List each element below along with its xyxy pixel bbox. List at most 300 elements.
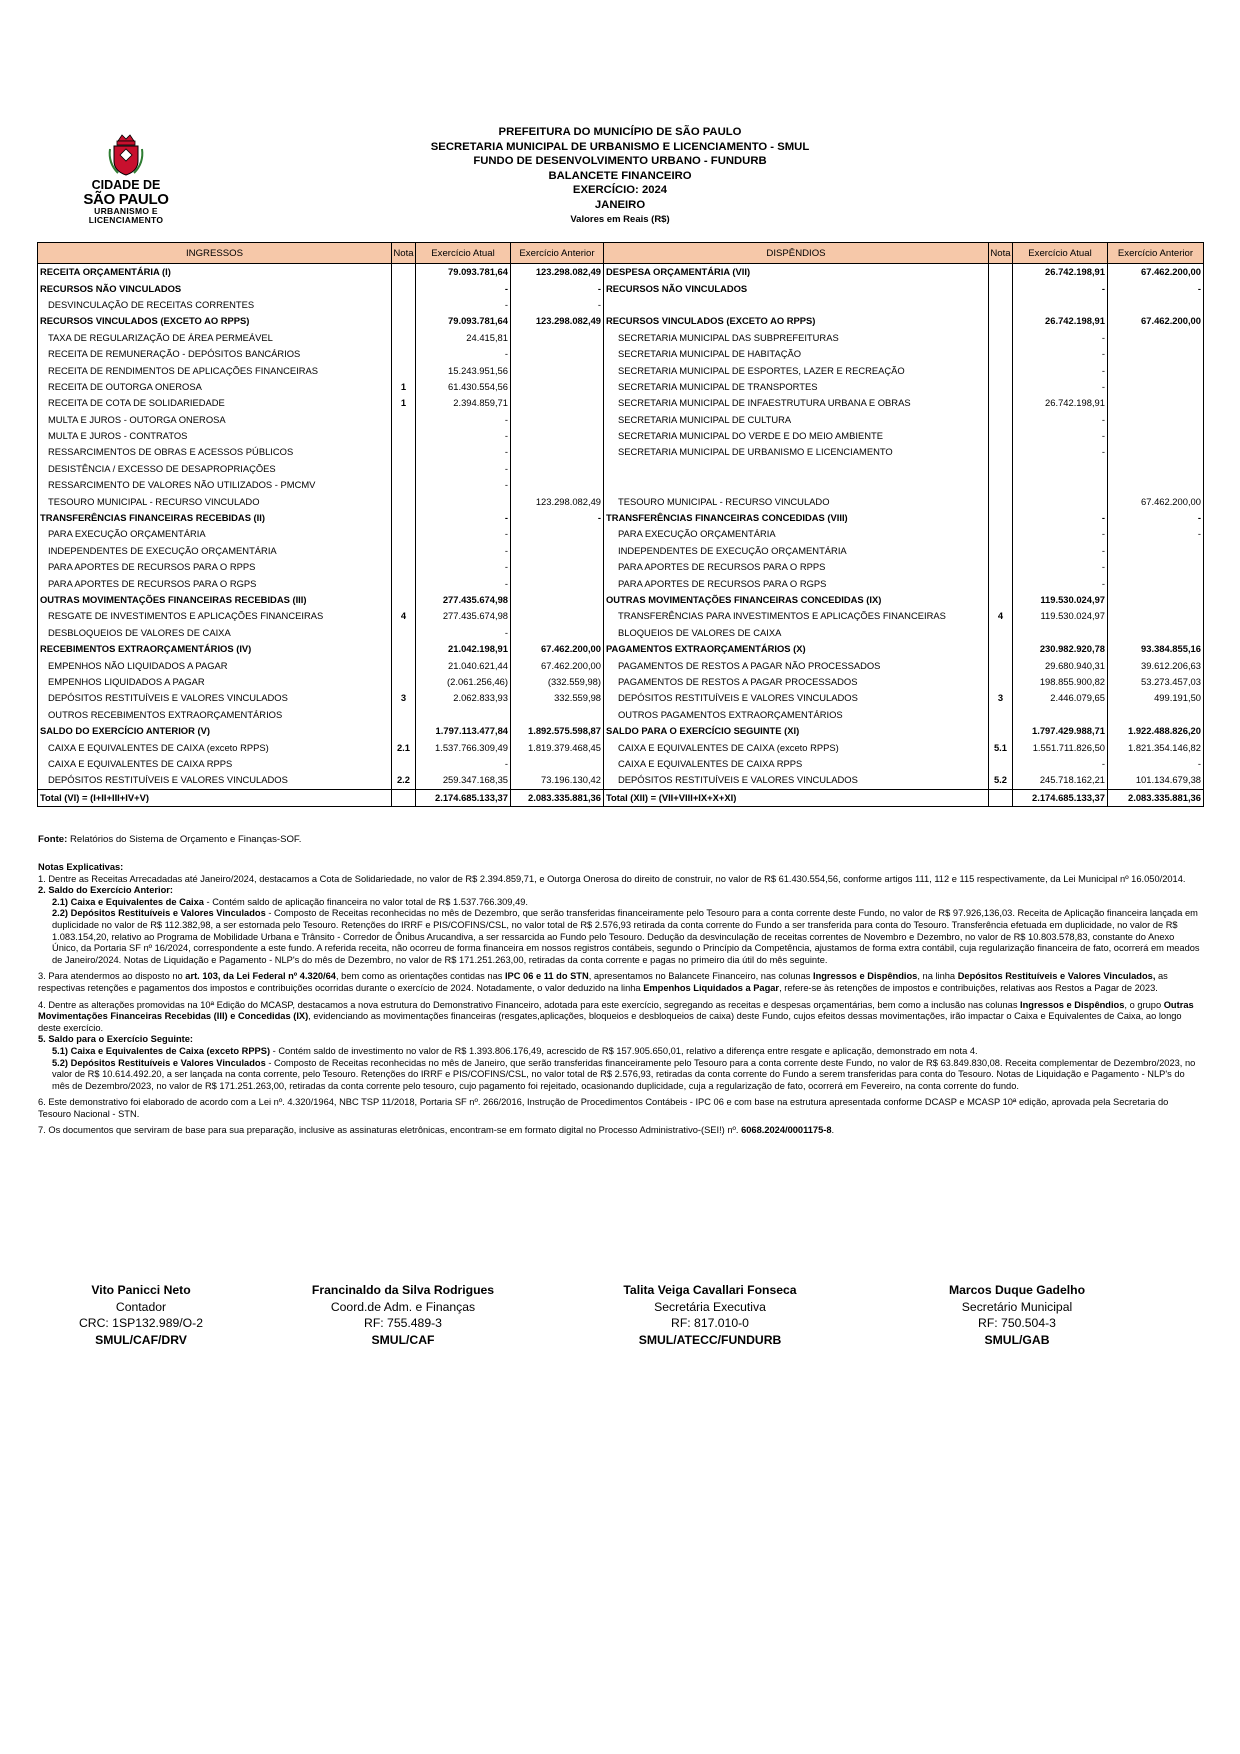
- dispendio-atual: -: [1013, 559, 1108, 575]
- header-line: SECRETARIA MUNICIPAL DE URBANISMO E LICENCIAMENTO - SMUL: [430, 140, 810, 153]
- ingresso-desc: RECEITA DE OUTORGA ONEROSA: [38, 379, 392, 395]
- dispendio-atual: 26.742.198,91: [1013, 264, 1108, 281]
- dispendio-atual: 1.551.711.826,50: [1013, 739, 1108, 755]
- col-header: Nota: [989, 243, 1013, 264]
- table-row: [38, 313, 1204, 329]
- ingresso-desc: TRANSFERÊNCIAS FINANCEIRAS RECEBIDAS (II): [38, 510, 392, 526]
- ingresso-atual: 2.174.685.133,37: [416, 789, 511, 806]
- ingresso-atual: 61.430.554,56: [416, 379, 511, 395]
- ingresso-nota: [392, 756, 416, 772]
- ingresso-anterior: [511, 477, 604, 493]
- dispendio-nota: [989, 641, 1013, 657]
- dispendio-nota: [989, 346, 1013, 362]
- table-row: [38, 575, 1204, 591]
- dispendio-anterior: -: [1108, 526, 1204, 542]
- dispendio-desc: TESOURO MUNICIPAL - RECURSO VINCULADO: [604, 493, 989, 509]
- ingresso-nota: [392, 297, 416, 313]
- ingresso-nota: [392, 280, 416, 296]
- ingresso-desc: RECEITA ORÇAMENTÁRIA (I): [38, 264, 392, 281]
- ingresso-desc: DESISTÊNCIA / EXCESSO DE DESAPROPRIAÇÕES: [38, 461, 392, 477]
- dispendio-nota: [989, 477, 1013, 493]
- ingresso-anterior: [511, 379, 604, 395]
- signer-role: Secretário Municipal: [961, 1299, 1073, 1314]
- dispendio-desc: CAIXA E EQUIVALENTES DE CAIXA RPPS: [604, 756, 989, 772]
- ingresso-atual: 277.435.674,98: [416, 592, 511, 608]
- table-row: [38, 526, 1204, 542]
- ingresso-nota: [392, 789, 416, 806]
- table-row: [38, 330, 1204, 346]
- dispendio-nota: [989, 428, 1013, 444]
- ingresso-atual: 79.093.781,64: [416, 264, 511, 281]
- table-row: [38, 280, 1204, 296]
- ingresso-atual: (2.061.256,46): [416, 674, 511, 690]
- ingresso-atual: -: [416, 510, 511, 526]
- dispendio-nota: [989, 575, 1013, 591]
- ingresso-atual: -: [416, 428, 511, 444]
- dispendio-atual: [1013, 707, 1108, 723]
- dispendio-nota: [989, 789, 1013, 806]
- note-5-1: 5.1) Caixa e Equivalentes de Caixa (exceto RPPS) - Contém saldo de investimento no valor de R$ 1.393.806.176,49, acrescido de R$ 157.905.650,01, relativo a diferença entre resgate e aplicação, demonstrado em nota 4.: [52, 1045, 978, 1056]
- dispendio-anterior: [1108, 543, 1204, 559]
- ingresso-anterior: [511, 559, 604, 575]
- dispendio-atual: -: [1013, 543, 1108, 559]
- table-row: [38, 461, 1204, 477]
- dispendio-nota: [989, 723, 1013, 739]
- table-row: [38, 444, 1204, 460]
- dispendio-anterior: 67.462.200,00: [1108, 493, 1204, 509]
- dispendio-desc: SECRETARIA MUNICIPAL DE CULTURA: [604, 412, 989, 428]
- ingresso-desc: Total (VI) = (I+II+III+IV+V): [38, 789, 392, 806]
- ingresso-anterior: [511, 592, 604, 608]
- dispendio-desc: SECRETARIA MUNICIPAL DAS SUBPREFEITURAS: [604, 330, 989, 346]
- ingresso-anterior: 1.819.379.468,45: [511, 739, 604, 755]
- table-row: [38, 690, 1204, 706]
- ingresso-desc: RECURSOS VINCULADOS (EXCETO AO RPPS): [38, 313, 392, 329]
- dispendio-anterior: [1108, 444, 1204, 460]
- ingresso-desc: RESSARCIMENTOS DE OBRAS E ACESSOS PÚBLICOS: [38, 444, 392, 460]
- ingresso-anterior: 2.083.335.881,36: [511, 789, 604, 806]
- dispendio-anterior: [1108, 379, 1204, 395]
- ingresso-atual: 79.093.781,64: [416, 313, 511, 329]
- dispendio-desc: RECURSOS VINCULADOS (EXCETO AO RPPS): [604, 313, 989, 329]
- ingresso-atual: -: [416, 461, 511, 477]
- ingresso-anterior: [511, 362, 604, 378]
- dispendio-desc: [604, 297, 989, 313]
- ingresso-desc: TAXA DE REGULARIZAÇÃO DE ÁREA PERMEÁVEL: [38, 330, 392, 346]
- ingresso-nota: [392, 625, 416, 641]
- table-row: [38, 641, 1204, 657]
- ingresso-anterior: [511, 330, 604, 346]
- table-row: [38, 412, 1204, 428]
- note-2-title: 2. Saldo do Exercício Anterior:: [38, 885, 174, 896]
- header-line: BALANCETE FINANCEIRO: [548, 169, 692, 182]
- table-row: [38, 379, 1204, 395]
- table-row: [38, 657, 1204, 673]
- ingresso-atual: [416, 493, 511, 509]
- dispendio-atual: -: [1013, 280, 1108, 296]
- ingresso-nota: 1: [392, 395, 416, 411]
- ingresso-anterior: [511, 412, 604, 428]
- ingresso-atual: 21.040.621,44: [416, 657, 511, 673]
- dispendio-desc: TRANSFERÊNCIAS FINANCEIRAS CONCEDIDAS (VIII): [604, 510, 989, 526]
- ingresso-anterior: 73.196.130,42: [511, 772, 604, 789]
- dispendio-nota: 3: [989, 690, 1013, 706]
- dispendio-atual: 2.174.685.133,37: [1013, 789, 1108, 806]
- dispendio-desc: SECRETARIA MUNICIPAL DO VERDE E DO MEIO AMBIENTE: [604, 428, 989, 444]
- dispendio-nota: [989, 526, 1013, 542]
- dispendio-atual: -: [1013, 412, 1108, 428]
- dispendio-nota: [989, 543, 1013, 559]
- ingresso-nota: [392, 412, 416, 428]
- dispendio-desc: SECRETARIA MUNICIPAL DE URBANISMO E LICENCIAMENTO: [604, 444, 989, 460]
- dispendio-anterior: [1108, 346, 1204, 362]
- dispendio-anterior: [1108, 297, 1204, 313]
- dispendio-atual: -: [1013, 428, 1108, 444]
- ingresso-atual: -: [416, 346, 511, 362]
- dispendio-desc: PAGAMENTOS EXTRAORÇAMENTÁRIOS (X): [604, 641, 989, 657]
- source-label: Fonte:: [38, 834, 68, 845]
- header-line: EXERCÍCIO: 2024: [572, 184, 668, 197]
- ingresso-desc: DESBLOQUEIOS DE VALORES DE CAIXA: [38, 625, 392, 641]
- document-header: [300, 125, 940, 227]
- dispendio-desc: PAGAMENTOS DE RESTOS A PAGAR PROCESSADOS: [604, 674, 989, 690]
- ingresso-atual: 21.042.198,91: [416, 641, 511, 657]
- dispendio-anterior: 2.083.335.881,36: [1108, 789, 1204, 806]
- table-row: [38, 362, 1204, 378]
- dispendio-atual: 230.982.920,78: [1013, 641, 1108, 657]
- dispendio-desc: [604, 461, 989, 477]
- ingresso-nota: 4: [392, 608, 416, 624]
- dispendio-anterior: 39.612.206,63: [1108, 657, 1204, 673]
- dispendio-anterior: [1108, 608, 1204, 624]
- ingresso-desc: PARA APORTES DE RECURSOS PARA O RGPS: [38, 575, 392, 591]
- dispendio-atual: 119.530.024,97: [1013, 608, 1108, 624]
- table-row: [38, 264, 1204, 281]
- table-row: [38, 739, 1204, 755]
- col-header: INGRESSOS: [38, 243, 392, 264]
- dispendio-anterior: 53.273.457,03: [1108, 674, 1204, 690]
- dispendio-atual: 198.855.900,82: [1013, 674, 1108, 690]
- dispendio-atual: -: [1013, 379, 1108, 395]
- ingresso-atual: 2.394.859,71: [416, 395, 511, 411]
- ingresso-atual: -: [416, 625, 511, 641]
- dispendio-atual: -: [1013, 444, 1108, 460]
- dispendio-nota: 5.1: [989, 739, 1013, 755]
- dispendio-desc: SECRETARIA MUNICIPAL DE ESPORTES, LAZER E RECREAÇÃO: [604, 362, 989, 378]
- dispendio-desc: SALDO PARA O EXERCÍCIO SEGUINTE (XI): [604, 723, 989, 739]
- ingresso-desc: OUTROS RECEBIMENTOS EXTRAORÇAMENTÁRIOS: [38, 707, 392, 723]
- ingresso-anterior: [511, 707, 604, 723]
- dispendio-atual: -: [1013, 526, 1108, 542]
- dispendio-desc: PAGAMENTOS DE RESTOS A PAGAR NÃO PROCESSADOS: [604, 657, 989, 673]
- ingresso-anterior: 332.559,98: [511, 690, 604, 706]
- note-6: 6. Este demonstrativo foi elaborado de acordo com a Lei nº. 4.320/1964, NBC TSP 11/2018, Portaria SF nº. 266/2016, Instrução de Procedimentos Contábeis - IPC 06 e com base na estrutura apresentada conforme DCASP e MCASP 10ª edição, aprovada pela Secretaria do Tesouro Nacional - STN.: [38, 1097, 1169, 1119]
- dispendio-nota: [989, 444, 1013, 460]
- ingresso-nota: [392, 674, 416, 690]
- dispendio-anterior: 499.191,50: [1108, 690, 1204, 706]
- dispendio-nota: [989, 756, 1013, 772]
- table-row: [38, 543, 1204, 559]
- ingresso-atual: 259.347.168,35: [416, 772, 511, 789]
- note-5-title: 5. Saldo para o Exercício Seguinte:: [38, 1034, 193, 1045]
- signer-name: Vito Panicci Neto: [91, 1283, 191, 1297]
- signer-role: Contador: [115, 1299, 167, 1314]
- source-note: [38, 834, 301, 845]
- ingresso-desc: RESSARCIMENTO DE VALORES NÃO UTILIZADOS - PMCMV: [38, 477, 392, 493]
- ingresso-nota: [392, 592, 416, 608]
- ingresso-nota: 3: [392, 690, 416, 706]
- signer-dept: SMUL/ATECC/FUNDURB: [638, 1332, 782, 1347]
- ingresso-nota: [392, 707, 416, 723]
- ingresso-anterior: 67.462.200,00: [511, 657, 604, 673]
- signer-id: RF: 817.010-0: [671, 1316, 749, 1330]
- dispendio-anterior: [1108, 330, 1204, 346]
- table-row: [38, 608, 1204, 624]
- header-line: PREFEITURA DO MUNICÍPIO DE SÃO PAULO: [498, 126, 742, 138]
- source-text: Relatórios do Sistema de Orçamento e Finanças-SOF.: [67, 834, 302, 845]
- dispendio-anterior: [1108, 477, 1204, 493]
- ingresso-nota: [392, 428, 416, 444]
- ingresso-atual: 24.415,81: [416, 330, 511, 346]
- ingresso-atual: -: [416, 559, 511, 575]
- dispendio-desc: SECRETARIA MUNICIPAL DE HABITAÇÃO: [604, 346, 989, 362]
- dispendio-anterior: [1108, 362, 1204, 378]
- notes-title: Notas Explicativas:: [38, 862, 124, 872]
- dispendio-atual: 2.446.079,65: [1013, 690, 1108, 706]
- dispendio-nota: [989, 330, 1013, 346]
- dispendio-atual: [1013, 461, 1108, 477]
- table-header-row: [38, 243, 1204, 264]
- logo-line-1: CIDADE DE: [91, 178, 161, 192]
- signature-block: [11, 1282, 271, 1348]
- dispendio-anterior: [1108, 395, 1204, 411]
- ingresso-nota: [392, 526, 416, 542]
- table-row: [38, 789, 1204, 806]
- ingresso-nota: [392, 657, 416, 673]
- table-row: [38, 707, 1204, 723]
- ingresso-desc: MULTA E JUROS - OUTORGA ONEROSA: [38, 412, 392, 428]
- note-4: 4. Dentre as alterações promovidas na 10ª Edição do MCASP, destacamos a nova estrutura do Demonstrativo Financeiro, adotada para este exercício, segregando as receitas e despesas orçamentárias, bem como a inclusão nas colunas Ingressos e Dispêndios, o grupo Outras Movimentações Financeiras Recebidas (III) e Concedidas (IX), evidenciando as movimentações financeiras (resgates,aplicações, bloqueios e desbloqueios de caixa) deste Fundo, cujos efeitos dessas movimentações, irão impactar o Caixa e Equivalentes de Caixa, ao longo deste exercício.: [38, 999, 1194, 1033]
- dispendio-anterior: -: [1108, 510, 1204, 526]
- ingresso-anterior: -: [511, 280, 604, 296]
- col-header: Exercício Anterior: [511, 243, 604, 264]
- dispendio-desc: RECURSOS NÃO VINCULADOS: [604, 280, 989, 296]
- signature-block: [273, 1282, 533, 1348]
- dispendio-anterior: 1.821.354.146,82: [1108, 739, 1204, 755]
- ingresso-desc: RECEITA DE RENDIMENTOS DE APLICAÇÕES FINANCEIRAS: [38, 362, 392, 378]
- ingresso-nota: [392, 559, 416, 575]
- ingresso-atual: -: [416, 477, 511, 493]
- dispendio-atual: -: [1013, 756, 1108, 772]
- ingresso-nota: 1: [392, 379, 416, 395]
- dispendio-anterior: [1108, 592, 1204, 608]
- ingresso-anterior: [511, 428, 604, 444]
- note-1: 1. Dentre as Receitas Arrecadadas até Janeiro/2024, destacamos a Cota de Solidariedade, no valor de R$ 2.394.859,71, e Outorga Onerosa do direito de construir, no valor de R$ 61.430.554,56, conforme artigos 111, 112 e 115 respectivamente, da Lei Municipal nº 16.050/2014.: [38, 873, 1186, 884]
- ingresso-atual: -: [416, 444, 511, 460]
- coat-of-arms-icon: [104, 133, 148, 177]
- ingresso-anterior: [511, 346, 604, 362]
- dispendio-atual: 26.742.198,91: [1013, 395, 1108, 411]
- ingresso-anterior: [511, 395, 604, 411]
- col-header: Nota: [392, 243, 416, 264]
- ingresso-atual: 1.797.113.477,84: [416, 723, 511, 739]
- dispendio-desc: BLOQUEIOS DE VALORES DE CAIXA: [604, 625, 989, 641]
- dispendio-atual: -: [1013, 346, 1108, 362]
- dispendio-nota: [989, 362, 1013, 378]
- dispendio-anterior: -: [1108, 280, 1204, 296]
- dispendio-atual: 26.742.198,91: [1013, 313, 1108, 329]
- signer-name: Talita Veiga Cavallari Fonseca: [623, 1283, 797, 1297]
- dispendio-atual: -: [1013, 330, 1108, 346]
- signer-dept: SMUL/CAF/DRV: [95, 1332, 187, 1347]
- ingresso-anterior: 67.462.200,00: [511, 641, 604, 657]
- ingresso-nota: [392, 543, 416, 559]
- ingresso-nota: 2.1: [392, 739, 416, 755]
- ingresso-nota: [392, 330, 416, 346]
- ingresso-nota: [392, 493, 416, 509]
- dispendio-nota: [989, 280, 1013, 296]
- dispendio-anterior: [1108, 461, 1204, 477]
- dispendio-desc: [604, 477, 989, 493]
- dispendio-anterior: 101.134.679,38: [1108, 772, 1204, 789]
- dispendio-anterior: [1108, 707, 1204, 723]
- ingresso-anterior: [511, 543, 604, 559]
- signer-role: Coord.de Adm. e Finanças: [330, 1299, 476, 1314]
- col-header: Exercício Anterior: [1108, 243, 1204, 264]
- ingresso-anterior: [511, 756, 604, 772]
- signer-id: RF: 750.504-3: [978, 1316, 1056, 1330]
- note-5-2: 5.2) Depósitos Restituíveis e Valores Vinculados - Composto de Receitas reconhecidas no mês de Janeiro, que serão transferidas financeiramente pelo Tesouro para a conta corrente deste Fundo, no valor de R$ 63.849.830,08. Receita complementar de Dezembro/2023, no valor de R$ 10.614.492.20, a ser lançada na conta corrente, pelo Tesouro. Retenções do IRRF e PIS/COFINS/CSL, no valor total de R$ 2.576,93, retiradas da conta corrente do Fundo a serem transferidas para conta do Tesouro. Notas de Liquidação e Pagamento - NLP's do mês de Dezembro/2023, no valor de R$ 171.251.263,00, retiradas da conta corrente pelo tesouro, cujo pagamento foi rejeitado, ocasionando duplicidade, cuja a regularização de fato, ocorrerá em Fevereiro, na conta corrente do fundo.: [52, 1057, 1196, 1091]
- ingresso-nota: [392, 313, 416, 329]
- ingresso-atual: -: [416, 297, 511, 313]
- dispendio-desc: OUTRAS MOVIMENTAÇÕES FINANCEIRAS CONCEDIDAS (IX): [604, 592, 989, 608]
- ingresso-desc: DEPÓSITOS RESTITUÍVEIS E VALORES VINCULADOS: [38, 690, 392, 706]
- ingresso-anterior: 123.298.082,49: [511, 493, 604, 509]
- balance-table: [37, 242, 1204, 807]
- col-header: Exercício Atual: [416, 243, 511, 264]
- ingresso-nota: [392, 575, 416, 591]
- ingresso-desc: INDEPENDENTES DE EXECUÇÃO ORÇAMENTÁRIA: [38, 543, 392, 559]
- dispendio-anterior: 67.462.200,00: [1108, 313, 1204, 329]
- dispendio-atual: 119.530.024,97: [1013, 592, 1108, 608]
- dispendio-atual: 245.718.162,21: [1013, 772, 1108, 789]
- table-row: [38, 297, 1204, 313]
- dispendio-anterior: [1108, 575, 1204, 591]
- dispendio-desc: CAIXA E EQUIVALENTES DE CAIXA (exceto RPPS): [604, 739, 989, 755]
- ingresso-desc: EMPENHOS NÃO LIQUIDADOS A PAGAR: [38, 657, 392, 673]
- dispendio-nota: [989, 395, 1013, 411]
- ingresso-anterior: (332.559,98): [511, 674, 604, 690]
- ingresso-anterior: [511, 608, 604, 624]
- explanatory-notes: [38, 862, 1200, 1137]
- dispendio-anterior: 1.922.488.826,20: [1108, 723, 1204, 739]
- note-2-2: 2.2) Depósitos Restituíveis e Valores Vinculados - Composto de Receitas reconhecidas no mês de Dezembro, que serão transferidas financeiramente pelo Tesouro para a conta corrente deste Fundo, no valor de R$ 97.926,136,03. Receita de Aplicação financeira lançada em duplicidade no valor de R$ 112.382,98, a ser estornada pelo Tesouro. Retenções do IRRF e PIS/COFINS/CSL, no valor total de R$ 2.576,93 retirada da conta corrente do Fundo a ser transferida para conta do Tesouro. Transferência efetuada em duplicidade, no valor de R$ 1.083.154,20, relativo ao Programa de Mobilidade Urbana e Trânsito - Corredor de Ônibus Arucandiva, a ser ressarcida ao Fundo pelo Tesouro. Dedução da desvinculação de receitas correntes de Novembro e Dezembro, no valor de R$ 10.803.578,83, constante do Anexo Único, da Portaria SF nº 16/2024, correspondente a este fundo. A referida receita, não ocorreu de forma financeira em nossos registros contábeis, segundo o Princípio da Competência, ajustamos de forma extra contábil, cuja regularização financeira de fato, ocorrerá em meados de Janeiro/2024. Notas de Liquidação e Pagamento - NLP's do mês de Dezembro, no valor de R$ 171.251.263,00, retiradas da conta corrente e pagas no primeiro dia útil do mês seguinte.: [52, 908, 1200, 965]
- signature-block: [887, 1282, 1147, 1348]
- dispendio-desc: DEPÓSITOS RESTITUÍVEIS E VALORES VINCULADOS: [604, 690, 989, 706]
- ingresso-atual: -: [416, 412, 511, 428]
- dispendio-anterior: -: [1108, 756, 1204, 772]
- ingresso-desc: RECEBIMENTOS EXTRAORÇAMENTÁRIOS (IV): [38, 641, 392, 657]
- dispendio-atual: -: [1013, 362, 1108, 378]
- ingresso-nota: [392, 477, 416, 493]
- dispendio-anterior: [1108, 625, 1204, 641]
- dispendio-nota: [989, 297, 1013, 313]
- dispendio-atual: -: [1013, 510, 1108, 526]
- ingresso-desc: OUTRAS MOVIMENTAÇÕES FINANCEIRAS RECEBIDAS (III): [38, 592, 392, 608]
- city-logo: [72, 133, 180, 225]
- ingresso-desc: EMPENHOS LIQUIDADOS A PAGAR: [38, 674, 392, 690]
- units-label: Valores em Reais (R$): [570, 213, 670, 225]
- dispendio-nota: [989, 412, 1013, 428]
- ingresso-nota: [392, 510, 416, 526]
- col-header: Exercício Atual: [1013, 243, 1108, 264]
- ingresso-atual: 15.243.951,56: [416, 362, 511, 378]
- ingresso-atual: 1.537.766.309,49: [416, 739, 511, 755]
- table-row: [38, 756, 1204, 772]
- dispendio-anterior: 67.462.200,00: [1108, 264, 1204, 281]
- dispendio-nota: [989, 674, 1013, 690]
- ingresso-desc: DEPÓSITOS RESTITUÍVEIS E VALORES VINCULADOS: [38, 772, 392, 789]
- dispendio-desc: DESPESA ORÇAMENTÁRIA (VII): [604, 264, 989, 281]
- ingresso-nota: [392, 444, 416, 460]
- ingresso-atual: -: [416, 543, 511, 559]
- note-7: 7. Os documentos que serviram de base para sua preparação, inclusive as assinaturas eletrônicas, encontram-se em formato digital no Processo Administrativo-(SEI!) nº. 6068.2024/0001175-8.: [38, 1125, 835, 1136]
- dispendio-desc: TRANSFERÊNCIAS PARA INVESTIMENTOS E APLICAÇÕES FINANCEIRAS: [604, 608, 989, 624]
- table-row: [38, 625, 1204, 641]
- dispendio-anterior: 93.384.855,16: [1108, 641, 1204, 657]
- table-row: [38, 428, 1204, 444]
- dispendio-anterior: [1108, 428, 1204, 444]
- ingresso-anterior: 1.892.575.598,87: [511, 723, 604, 739]
- dispendio-desc: DEPÓSITOS RESTITUÍVEIS E VALORES VINCULADOS: [604, 772, 989, 789]
- ingresso-atual: [416, 707, 511, 723]
- table-row: [38, 723, 1204, 739]
- ingresso-nota: [392, 362, 416, 378]
- signer-dept: SMUL/GAB: [984, 1332, 1050, 1347]
- ingresso-desc: RECEITA DE REMUNERAÇÃO - DEPÓSITOS BANCÁRIOS: [38, 346, 392, 362]
- dispendio-nota: [989, 493, 1013, 509]
- dispendio-nota: [989, 592, 1013, 608]
- ingresso-nota: [392, 723, 416, 739]
- ingresso-desc: TESOURO MUNICIPAL - RECURSO VINCULADO: [38, 493, 392, 509]
- signature-block: [580, 1282, 840, 1348]
- signer-id: RF: 755.489-3: [364, 1316, 442, 1330]
- dispendio-nota: [989, 707, 1013, 723]
- table-row: [38, 493, 1204, 509]
- header-line: JANEIRO: [594, 198, 646, 211]
- dispendio-anterior: [1108, 412, 1204, 428]
- ingresso-nota: [392, 346, 416, 362]
- dispendio-desc: INDEPENDENTES DE EXECUÇÃO ORÇAMENTÁRIA: [604, 543, 989, 559]
- ingresso-atual: -: [416, 526, 511, 542]
- ingresso-desc: RECURSOS NÃO VINCULADOS: [38, 280, 392, 296]
- dispendio-nota: [989, 510, 1013, 526]
- ingresso-anterior: [511, 575, 604, 591]
- ingresso-desc: CAIXA E EQUIVALENTES DE CAIXA RPPS: [38, 756, 392, 772]
- ingresso-anterior: [511, 444, 604, 460]
- col-header: DISPÊNDIOS: [604, 243, 989, 264]
- ingresso-desc: RECEITA DE COTA DE SOLIDARIEDADE: [38, 395, 392, 411]
- ingresso-atual: 277.435.674,98: [416, 608, 511, 624]
- signer-dept: SMUL/CAF: [371, 1332, 435, 1347]
- signer-id: CRC: 1SP132.989/O-2: [79, 1316, 203, 1330]
- ingresso-atual: 2.062.833,93: [416, 690, 511, 706]
- ingresso-nota: 2.2: [392, 772, 416, 789]
- dispendio-atual: [1013, 625, 1108, 641]
- dispendio-nota: 5.2: [989, 772, 1013, 789]
- ingresso-nota: [392, 264, 416, 281]
- ingresso-nota: [392, 641, 416, 657]
